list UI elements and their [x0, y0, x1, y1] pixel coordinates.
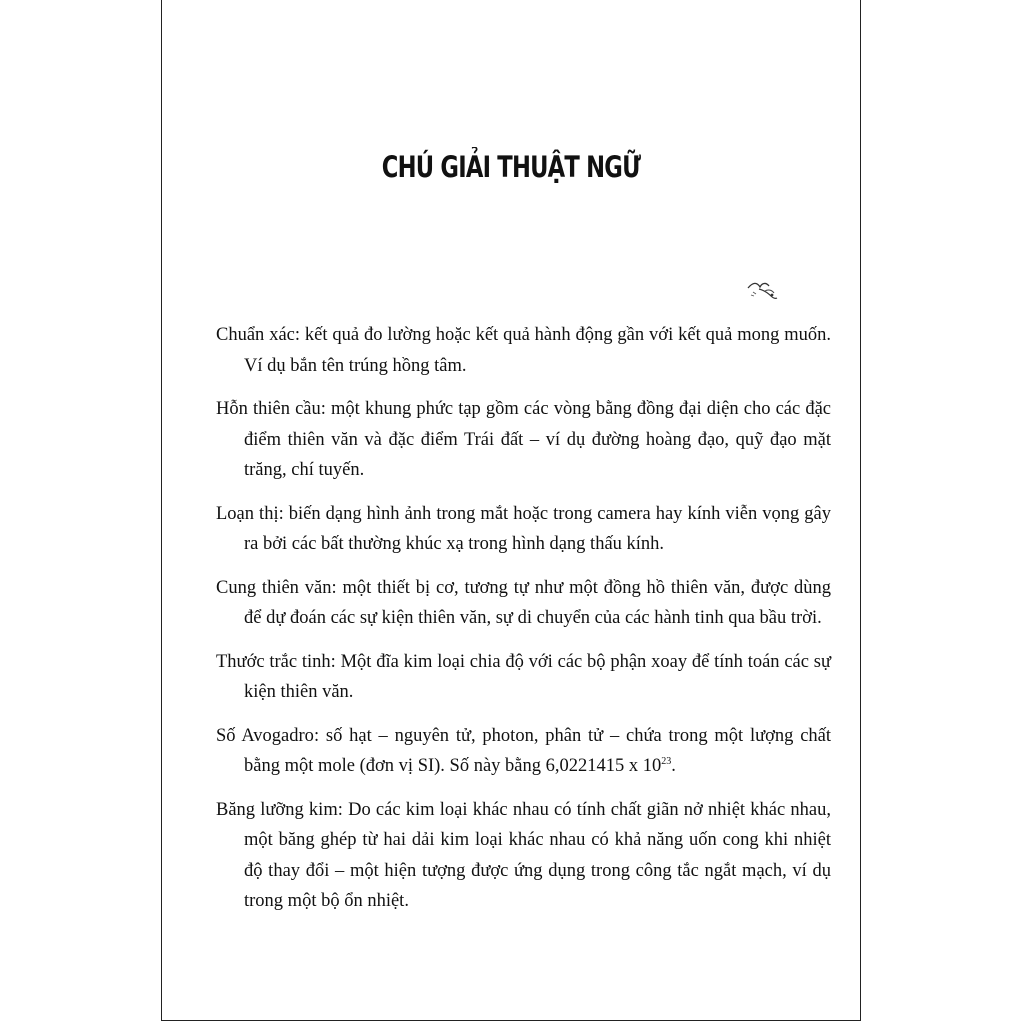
book-page — [161, 0, 861, 1021]
glossary-definition: số hạt – nguyên tử, photon, phân tử – chứa trong một lượng chất bằng một mole (đơn vị SI). Số này bằng 6,0221415 x 10 — [244, 725, 832, 776]
glossary-entry: Số Avogadro: số hạt – nguyên tử, photon, phân tử – chứa trong một lượng chất bằng một mole (đơn vị SI). Số này bằng 6,0221415 x $10^{23}$. — [216, 725, 832, 776]
glossary-definition: Một đĩa kim loại chia độ với các bộ phận xoay để tính toán các sự kiện thiên văn. — [244, 651, 831, 702]
glossary-definition: một thiết bị cơ, tương tự như một đồng hồ thiên văn, được dùng để dự đoán các sự kiện thiên văn, sự di chuyển của các hành tinh qua bầu trời. — [244, 577, 831, 628]
glossary-definition: biến dạng hình ảnh trong mắt hoặc trong camera hay kính viễn vọng gây ra bởi các bất thường khúc xạ trong hình dạng thấu kính. — [244, 503, 832, 554]
glossary-entry: Thước trắc tinh: Một đĩa kim loại chia độ với các bộ phận xoay để tính toán các sự kiện thiên văn. — [216, 651, 831, 702]
glossary-suffix: . — [671, 756, 676, 776]
glossary-superscript: 23 — [661, 755, 672, 767]
glossary-entry: Loạn thị: biến dạng hình ảnh trong mắt hoặc trong camera hay kính viễn vọng gây ra bởi các bất thường khúc xạ trong hình dạng thấu kính. — [216, 503, 832, 554]
glossary-definition: kết quả đo lường hoặc kết quả hành động gần với kết quả mong muốn. Ví dụ bắn tên trúng hồng tâm. — [244, 325, 832, 376]
bird-doodle-icon — [745, 278, 779, 304]
glossary-entry: Băng lưỡng kim: Do các kim loại khác nhau có tính chất giãn nở nhiệt khác nhau, một băng ghép từ hai dải kim loại khác nhau có khả năng uốn cong khi nhiệt độ thay đổi – một hiện tượng được ứng dụng trong công tắc ngắt mạch, ví dụ trong một bộ ổn nhiệt. — [216, 799, 831, 911]
glossary-term: Cung thiên văn — [216, 577, 332, 598]
glossary-entry: Cung thiên văn: một thiết bị cơ, tương tự như một đồng hồ thiên văn, được dùng để dự đoán các sự kiện thiên văn, sự di chuyển của các hành tinh qua bầu trời. — [216, 577, 831, 628]
glossary-entry: Hỗn thiên cầu: một khung phức tạp gồm các vòng bằng đồng đại diện cho các đặc điểm thiên văn và đặc điểm Trái đất – ví dụ đường hoàng đạo, quỹ đạo mặt trăng, chí tuyến. — [216, 399, 831, 480]
glossary-term: Băng lưỡng kim — [216, 799, 338, 820]
glossary-term: Thước trắc tinh — [216, 651, 331, 672]
glossary-list — [216, 320, 831, 930]
glossary-term: Số Avogadro — [216, 725, 314, 746]
page-title: CHÚ GIẢI THUẬT NGỮ — [381, 150, 641, 184]
glossary-entry: Chuẩn xác: kết quả đo lường hoặc kết quả hành động gần với kết quả mong muốn. Ví dụ bắn tên trúng hồng tâm. — [216, 325, 832, 376]
glossary-definition: một khung phức tạp gồm các vòng bằng đồng đại diện cho các đặc điểm thiên văn và đặc điểm Trái đất – ví dụ đường hoàng đạo, quỹ đạo mặt trăng, chí tuyến. — [244, 399, 831, 480]
glossary-term: Loạn thị — [216, 503, 279, 524]
glossary-term: Hỗn thiên cầu — [216, 399, 321, 419]
glossary-definition: Do các kim loại khác nhau có tính chất giãn nở nhiệt khác nhau, một băng ghép từ hai dải kim loại khác nhau có khả năng uốn cong khi nhiệt độ thay đổi – một hiện tượng được ứng dụng trong công tắc ngắt mạch, ví dụ trong một bộ ổn nhiệt. — [244, 799, 831, 911]
glossary-term: Chuẩn xác — [216, 325, 295, 345]
